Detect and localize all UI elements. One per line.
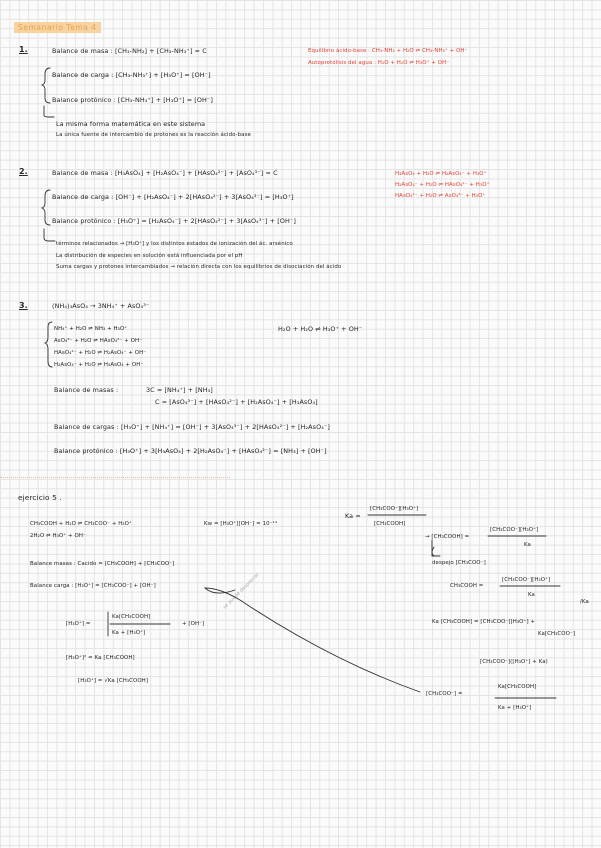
q1-red-autoprotolisis: Autoprotólisis del agua : H₂O + H₂O ⇌ H₃O⁺ + OH⁻ [308, 60, 450, 66]
ej5-eq-2: 2H₂O ⇌ H₃O⁺ + OH⁻ [30, 533, 86, 539]
q2-red-eq-2: H₂AsO₄⁻ + H₂O ⇌ HAsO₄²⁻ + H₃O⁺ [395, 182, 490, 188]
q2-note-1: términos relacionados → [H₃O⁺] y los distintos estados de ionización del ác. arsénico [56, 241, 293, 247]
ej5-c-line-2: [CH₃COO⁻]([H₃O⁺] + Ka) [480, 659, 548, 665]
ej5-balance-carga: Balance carga : [H₃O⁺] = [CH₃COO⁻] + [OH⁻] [30, 583, 156, 589]
q3-brace [45, 322, 52, 367]
q3-balance-masas-label: Balance de masas : [54, 386, 119, 394]
q2-balance-carga: Balance de carga : [OH⁻] + [H₂AsO₄⁻] + 2[HAsO₄²⁻] + 3[AsO₄³⁻] = [H₃O⁺] [52, 193, 294, 201]
q1-red-equilibrio: Equilibrio ácido-base : CH₃-NH₂ + H₂O ⇌ CH₃-NH₃⁺ + OH⁻ [308, 48, 468, 54]
ej5-title: ejercicio 5 . [18, 493, 62, 502]
ej5-iso-denominator: Ka [524, 542, 531, 548]
q3-balance-cargas: Balance de cargas : [H₃O⁺] + [NH₄⁺] = [OH⁻] + 3[AsO₄³⁻] + 2[HAsO₄²⁻] + [H₂AsO₄⁻] [54, 423, 330, 431]
q2-balance-masa: Balance de masa : [H₃AsO₄] + [H₂AsO₄⁻] + [HAsO₄²⁻] + [AsO₄³⁻] = C [52, 169, 278, 177]
ej5-left-numerator: Ka[CH₃COOH] [112, 614, 151, 620]
ej5-despejo: despejo [CH₃COO⁻] [432, 560, 486, 566]
ej5-final-denominator: Ka + [H₃O⁺] [498, 705, 532, 711]
ej5-ka-numerator: [CH₃COO⁻][H₃O⁺] [370, 506, 419, 512]
q2-brace [42, 190, 50, 225]
q1-balance-protonico: Balance protónico : [CH₃-NH₃⁺] + [H₃O⁺] = [OH⁻] [52, 96, 213, 104]
q3-water: H₂O + H₂O ⇌ H₃O⁺ + OH⁻ [278, 325, 363, 333]
page-title: Semanario Tema 4 [14, 22, 101, 33]
q3-balance-masas-1: 3C = [NH₄⁺] + [NH₃] [146, 386, 213, 394]
ej5-iso-numerator: [CH₃COO⁻][H₃O⁺] [490, 527, 539, 533]
ej5-left-lhs: [H₃O⁺] = [66, 621, 91, 627]
ej5-pencil-note: se puede despreciar [222, 572, 261, 611]
ej5-root: [H₃O⁺] = √Ka [CH₃COOH] [78, 678, 149, 684]
q1-brace [42, 68, 50, 103]
q3-eq-4: H₂AsO₄⁻ + H₂O ⇌ H₃AsO₄ + OH⁻ [54, 362, 144, 368]
q2-balance-protonico: Balance protónico : [H₃O⁺] = [H₂AsO₄⁻] + 2[HAsO₄²⁻] + 3[AsO₄³⁻] + [OH⁻] [52, 217, 296, 225]
ej5-ka-denominator: [CH₃COOH] [374, 521, 406, 527]
ej5-c-line-1: Ka [CH₃COOH] = [CH₃COO⁻][H₃O⁺] + [432, 619, 536, 625]
q3-number: 3. [19, 301, 28, 310]
q3-eq-1: NH₄⁺ + H₂O ⇌ NH₃ + H₃O⁺ [54, 326, 128, 332]
ej5-final-numerator: Ka[CH₃COOH] [498, 684, 537, 690]
q1-balance-masa: Balance de masa : [CH₃-NH₂] + [CH₃-NH₃⁺] = C [52, 47, 207, 55]
ej5-squared: [H₃O⁺]² = Ka [CH₃COOH] [66, 655, 135, 661]
q3-eq-2: AsO₄³⁻ + H₂O ⇌ HAsO₄²⁻ + OH⁻ [54, 338, 143, 344]
ej5-left-denominator: Ka + [H₃O⁺] [112, 630, 146, 636]
q3-reaction: (NH₄)₃AsO₄ → 3NH₄⁺ + AsO₄³⁻ [52, 302, 150, 310]
ej5-balance-masas: Balance masas : Cacido = [CH₃COOH] + [CH₃COO⁻] [30, 561, 175, 567]
ej5-left-tail: + [OH⁻] [182, 621, 205, 627]
q2-note-3: Suma cargas y protones intercambiados → relación directa con los equilibrios de disociación del ácido [56, 264, 342, 270]
q2-hook [44, 229, 55, 241]
q2-number: 2. [19, 167, 28, 176]
ej5-sub-lhs: CH₃COOH = [450, 583, 484, 589]
ej5-sub-denominator: Ka [528, 592, 535, 598]
q3-balance-masas-2: C = [AsO₄³⁻] + [HAsO₄²⁻] + [H₂AsO₄⁻] + [H₃AsO₄] [155, 398, 318, 406]
q1-note-2: La única fuente de intercambio de protones es la reacción ácido-base [56, 132, 251, 138]
ej5-eq-1: CH₃COOH + H₂O ⇌ CH₃COO⁻ + H₃O⁺ [30, 521, 132, 527]
ej5-final-lhs: [CH₃COO⁻] = [426, 691, 463, 697]
q3-balance-protonico: Balance protónico : [H₃O⁺] + 3[H₃AsO₄] + 2[H₂AsO₄⁻] + [HAsO₄²⁻] = [NH₃] + [OH⁻] [54, 447, 327, 455]
ej5-kw: Kw = [H₃O⁺][OH⁻] = 10⁻¹⁴ [204, 521, 278, 527]
q1-hook [44, 106, 54, 117]
q2-red-eq-3: HAsO₄²⁻ + H₂O ⇌ AsO₄³⁻ + H₃O⁺ [395, 193, 486, 199]
connector-curve [205, 588, 420, 692]
q3-eq-3: HAsO₄²⁻ + H₂O ⇌ H₂AsO₄⁻ + OH⁻ [54, 350, 147, 356]
ej5-c-line-1b: Ka[CH₃COO⁻] [538, 631, 576, 637]
q1-balance-carga: Balance de carga : [CH₃-NH₃⁺] + [H₃O⁺] = [OH⁻] [52, 71, 211, 79]
ej5-sub-numerator: [CH₃COO⁻][H₃O⁺] [502, 577, 551, 583]
q1-number: 1. [19, 45, 28, 54]
q2-note-2: La distribución de especies en solución está influenciada por el pH [56, 253, 243, 259]
ej5-iso-lhs: → [CH₃COOH] = [425, 534, 470, 540]
ej5-side-word: /Ka [580, 599, 589, 605]
q2-red-eq-1: H₃AsO₄ + H₂O ⇌ H₂AsO₄⁻ + H₃O⁺ [395, 171, 487, 177]
ej5-ka-lhs: Ka = [345, 512, 361, 520]
q1-note-1: La misma forma matemática en este sistema [56, 120, 206, 128]
